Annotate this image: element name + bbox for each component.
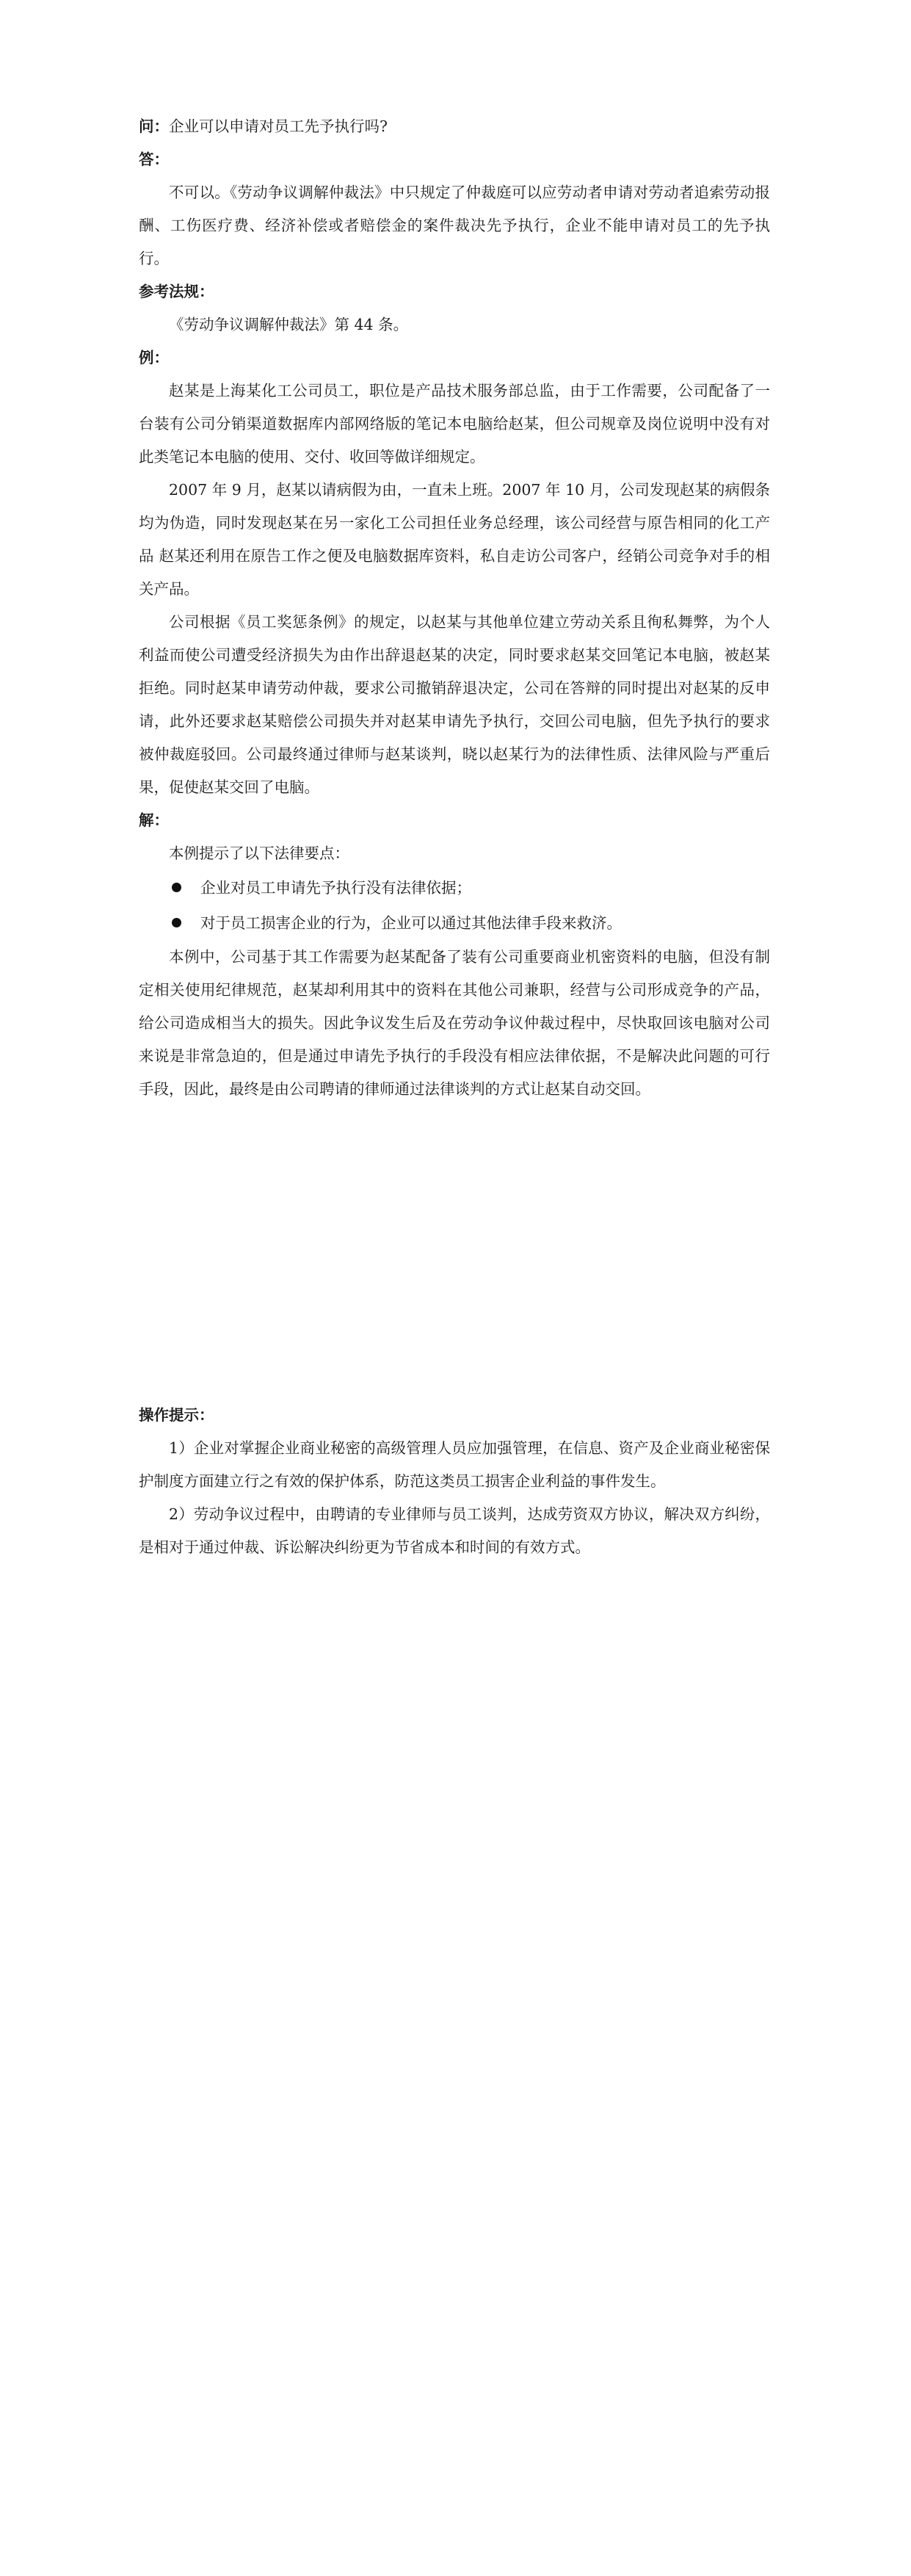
tip-item-1: 1）企业对掌握企业商业秘密的高级管理人员应加强管理，在信息、资产及企业商业秘密保护制度方面建立行之有效的保护体系，防范这类员工损害企业利益的事件发生。 [139,1439,770,1490]
main-content [139,110,770,1106]
tips-heading: 操作提示： [139,1406,214,1424]
answer-paragraph: 不可以。《劳动争议调解仲裁法》中只规定了仲裁庭可以应劳动者申请对劳动者追索劳动报酬、工伤医疗费、经济补偿或者赔偿金的案件裁决先予执行，企业不能申请对员工的先予执行。 [139,184,770,267]
operation-tips [139,1399,770,1564]
bullet-icon [172,883,181,892]
example-heading: 例： [139,349,169,366]
reference-paragraph: 《劳动争议调解仲裁法》第 44 条。 [169,316,409,333]
example-paragraph-1: 赵某是上海某化工公司员工，职位是产品技术服务部总监，由于工作需要，公司配备了一台装有公司分销渠道数据库内部网络版的笔记本电脑给赵某，但公司规章及岗位说明中没有对此类笔记本电脑的使用、交付、收回等做详细规定。 [139,382,770,466]
example-paragraph-3: 公司根据《员工奖惩条例》的规定，以赵某与其他单位建立劳动关系且徇私舞弊，为个人利益而使公司遭受经济损失为由作出辞退赵某的决定，同时要求赵某交回笔记本电脑，被赵某拒绝。同时赵某申请劳动仲裁，要求公司撤销辞退决定，公司在答辩的同时提出对赵某的反申请，此外还要求赵某赔偿公司损失并对赵某申请先予执行，交回公司电脑，但先予执行的要求被仲裁庭驳回。公司最终通过律师与赵某谈判，晓以赵某行为的法律性质、法律风险与严重后果，促使赵某交回了电脑。 [139,613,770,796]
question-label: 问： [139,117,169,135]
bullet-text: 对于员工损害企业的行为，企业可以通过其他法律手段来救济。 [200,914,622,932]
list-item [139,870,770,905]
example-paragraph-2: 2007 年 9 月，赵某以请病假为由，一直未上班。2007 年 10 月，公司发现赵某的病假条均为伪造，同时发现赵某在另一家化工公司担任业务总经理，该公司经营与原告相同的化工产品 赵某还利用在原告工作之便及电脑数据库资料，私自走访公司客户，经销公司竞争对手的相关产品。 [139,481,770,598]
bullet-icon [172,918,181,927]
bullet-text: 企业对员工申请先予执行没有法律依据； [200,879,471,897]
question-text: 企业可以申请对员工先予执行吗? [169,117,388,135]
reference-heading: 参考法规： [139,283,214,300]
solution-bullet-list [139,870,770,941]
solution-paragraph: 本例中，公司基于其工作需要为赵某配备了装有公司重要商业机密资料的电脑，但没有制定相关使用纪律规范，赵某却利用其中的资料在其他公司兼职，经营与公司形成竞争的产品，给公司造成相当大的损失。因此争议发生后及在劳动争议仲裁过程中，尽快取回该电脑对公司来说是非常急迫的，但是通过申请先予执行的手段没有相应法律依据，不是解决此问题的可行手段，因此，最终是由公司聘请的律师通过法律谈判的方式让赵某自动交回。 [139,948,770,1098]
solution-heading: 解： [139,811,169,829]
answer-heading: 答： [139,151,169,168]
tip-item-2: 2）劳动争议过程中，由聘请的专业律师与员工谈判，达成劳资双方协议，解决双方纠纷，是相对于通过仲裁、诉讼解决纠纷更为节省成本和时间的有效方式。 [139,1505,770,1556]
question-line [139,110,770,143]
solution-intro: 本例提示了以下法律要点： [169,844,349,862]
list-item [139,905,770,941]
